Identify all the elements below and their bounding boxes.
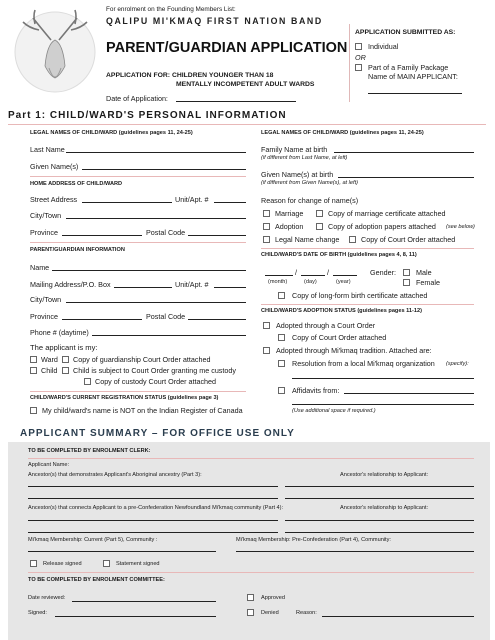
- postal2-label: Postal Code: [146, 312, 186, 321]
- divider: [261, 248, 474, 249]
- main-applicant-field[interactable]: [368, 93, 462, 94]
- not-on-register-label: My child/ward's name is NOT on the Indian Register of Canada: [42, 406, 243, 415]
- street-field[interactable]: [82, 202, 172, 203]
- marriage-checkbox[interactable]: [263, 210, 270, 217]
- see-below-note: (see below): [446, 224, 475, 230]
- clerk-heading: TO BE COMPLETED BY ENROLMENT CLERK:: [28, 448, 151, 454]
- mailing-label: Mailing Address/P.O. Box: [30, 280, 111, 289]
- ancestor-part4-field-2[interactable]: [28, 532, 278, 533]
- postal-label: Postal Code: [146, 228, 186, 237]
- release-checkbox[interactable]: [30, 560, 37, 567]
- application-for-label-2: MENTALLY INCOMPETENT ADULT WARDS: [176, 81, 315, 88]
- reason-change-label: Reason for change of name(s): [261, 196, 359, 205]
- divider: [261, 304, 474, 305]
- specify-note: (specify):: [446, 361, 469, 367]
- marriage-label: Marriage: [275, 209, 304, 218]
- copy-court2-checkbox[interactable]: [278, 334, 285, 341]
- female-label: Female: [416, 278, 440, 287]
- membership-current-field[interactable]: [28, 551, 216, 552]
- part1-heading: Part 1: CHILD/WARD'S PERSONAL INFORMATION: [8, 110, 287, 121]
- province-label: Province: [30, 228, 58, 237]
- dob-slash: /: [295, 268, 297, 277]
- reg-status-heading: CHILD/WARD'S CURRENT REGISTRATION STATUS (guidelines page 3): [30, 395, 219, 401]
- home-address-heading: HOME ADDRESS OF CHILD/WARD: [30, 181, 123, 187]
- relationship2-field-2[interactable]: [285, 532, 474, 533]
- child-subject-label: Child is subject to Court Order granting me custody: [73, 366, 236, 375]
- statement-label: Statement signed: [116, 561, 160, 567]
- copy-adoption-label: Copy of adoption papers attached: [328, 222, 436, 231]
- affidavits-field[interactable]: [344, 393, 474, 394]
- city-label: City/Town: [30, 211, 62, 220]
- dob-slash: /: [327, 268, 329, 277]
- ancestor-part3-field-1[interactable]: [28, 486, 278, 487]
- mailing-field[interactable]: [114, 287, 172, 288]
- if-different-last-note: (if different from Last Name, at left): [261, 155, 348, 161]
- province-field[interactable]: [62, 235, 142, 236]
- application-for-label: APPLICATION FOR: CHILDREN YOUNGER THAN 18: [106, 72, 274, 79]
- date-of-application-field[interactable]: [176, 101, 296, 102]
- copy-guardianship-label: Copy of guardianship Court Order attached: [73, 355, 211, 364]
- divider: [30, 176, 246, 177]
- submitted-as-title: APPLICATION SUBMITTED AS:: [355, 29, 456, 36]
- approved-checkbox[interactable]: [247, 594, 254, 601]
- ward-checkbox[interactable]: [30, 356, 37, 363]
- membership-pre-label: Mi'kmaq Membership: Pre-Confederation (Part 4), Community:: [236, 537, 391, 543]
- adoption-status-heading: CHILD/WARD'S ADOPTION STATUS (guidelines pages 11-12): [261, 308, 422, 314]
- ward-label: Ward: [41, 355, 58, 364]
- affidavits-field-2[interactable]: [292, 404, 474, 405]
- unit-field[interactable]: [214, 202, 246, 203]
- resolution-field[interactable]: [292, 378, 474, 379]
- caribou-logo: [5, 6, 105, 96]
- child-subject-checkbox[interactable]: [62, 367, 69, 374]
- family-at-birth-label: Family Name at birth: [261, 145, 328, 154]
- main-applicant-label: Name of MAIN APPLICANT:: [368, 72, 458, 81]
- membership-pre-field[interactable]: [236, 551, 474, 552]
- divider: [28, 458, 474, 459]
- copy-adoption-checkbox[interactable]: [316, 223, 323, 230]
- ancestor-part4-field-1[interactable]: [28, 520, 278, 521]
- ancestor-part3-field-2[interactable]: [28, 498, 278, 499]
- last-name-label: Last Name: [30, 145, 65, 154]
- family-package-label: Part of a Family Package: [368, 63, 449, 72]
- child-checkbox[interactable]: [30, 367, 37, 374]
- parent-name-field[interactable]: [52, 270, 246, 271]
- individual-checkbox[interactable]: [355, 43, 362, 50]
- band-name: QALIPU MI'KMAQ FIRST NATION BAND: [106, 16, 323, 26]
- copy-court-label: Copy of Court Order attached: [361, 235, 456, 244]
- date-of-application-label: Date of Application:: [106, 94, 168, 103]
- family-at-birth-field[interactable]: [334, 152, 474, 153]
- date-reviewed-label: Date reviewed:: [28, 595, 66, 601]
- signed-field[interactable]: [55, 616, 216, 617]
- applicant-name-label: Applicant Name:: [28, 462, 70, 468]
- resolution-label: Resolution from a local Mi'kmaq organization: [292, 359, 435, 368]
- city-field[interactable]: [66, 218, 246, 219]
- affidavits-label: Affidavits from:: [292, 386, 340, 395]
- adopted-mikmaq-label: Adopted through Mi'kmaq tradition. Attached are:: [276, 346, 432, 355]
- adopted-court-checkbox[interactable]: [263, 322, 270, 329]
- form-title: PARENT/GUARDIAN APPLICATION: [106, 40, 348, 56]
- unit-label: Unit/Apt. #: [175, 195, 209, 204]
- signed-label: Signed:: [28, 610, 47, 616]
- phone-field[interactable]: [92, 335, 246, 336]
- male-checkbox[interactable]: [403, 269, 410, 276]
- adopted-mikmaq-checkbox[interactable]: [263, 347, 270, 354]
- ancestor-part4-label: Ancestor(s) that connects Applicant to a pre-Confederation Newfoundland Mi'kmaq community (Part 4):: [28, 505, 284, 511]
- dob-heading: CHILD/WARD'S DATE OF BIRTH (guidelines pages 4, 8, 11): [261, 252, 417, 258]
- province2-label: Province: [30, 312, 58, 321]
- copy-court-checkbox[interactable]: [349, 236, 356, 243]
- part1-rule: [8, 124, 486, 125]
- or-label: OR: [355, 53, 366, 62]
- unit2-label: Unit/Apt. #: [175, 280, 209, 289]
- summary-heading: APPLICANT SUMMARY – FOR OFFICE USE ONLY: [20, 428, 295, 439]
- copy-birth-label: Copy of long-form birth certificate attached: [292, 291, 428, 300]
- individual-label: Individual: [368, 42, 399, 51]
- dob-day-field[interactable]: [301, 275, 325, 276]
- city2-label: City/Town: [30, 295, 62, 304]
- province2-field[interactable]: [62, 319, 142, 320]
- given-at-birth-field[interactable]: [338, 177, 474, 178]
- affidavits-checkbox[interactable]: [278, 387, 285, 394]
- dob-year-field[interactable]: [333, 275, 357, 276]
- ancestor-part3-label: Ancestor(s) that demonstrates Applicant's Aboriginal ancestry (Part 3):: [28, 472, 202, 478]
- copy-court2-label: Copy of Court Order attached: [292, 333, 387, 342]
- dob-month-field[interactable]: [265, 275, 293, 276]
- year-label: (year): [336, 279, 351, 285]
- postal-field[interactable]: [188, 235, 246, 236]
- resolution-checkbox[interactable]: [278, 360, 285, 367]
- adopted-court-label: Adopted through a Court Order: [276, 321, 376, 330]
- parent-info-heading: PARENT/GUARDIAN INFORMATION: [30, 247, 125, 253]
- legal-change-checkbox[interactable]: [263, 236, 270, 243]
- postal2-field[interactable]: [188, 319, 246, 320]
- given-at-birth-label: Given Name(s) at birth: [261, 170, 334, 179]
- copy-custody-label: Copy of custody Court Order attached: [95, 377, 217, 386]
- child-label: Child: [41, 366, 58, 375]
- legal-names-left-heading: LEGAL NAMES OF CHILD/WARD (guidelines pages 11, 24-25): [30, 130, 193, 136]
- relationship1-field-2[interactable]: [285, 498, 474, 499]
- reason-label: Reason:: [296, 610, 317, 616]
- release-label: Release signed: [43, 561, 82, 567]
- parent-name-label: Name: [30, 263, 50, 272]
- adoption-checkbox[interactable]: [263, 223, 270, 230]
- relationship1-field-1[interactable]: [285, 486, 474, 487]
- street-label: Street Address: [30, 195, 78, 204]
- copy-marriage-label: Copy of marriage certificate attached: [328, 209, 446, 218]
- not-on-register-checkbox[interactable]: [30, 407, 37, 414]
- day-label: (day): [304, 279, 317, 285]
- copy-marriage-checkbox[interactable]: [316, 210, 323, 217]
- copy-birth-checkbox[interactable]: [278, 292, 285, 299]
- committee-heading: TO BE COMPLETED BY ENROLMENT COMMITTEE:: [28, 577, 165, 583]
- relationship1-label: Ancestor's relationship to Applicant:: [340, 472, 429, 478]
- denied-label: Denied: [261, 610, 279, 616]
- enrolment-note: For enrolment on the Founding Members List:: [106, 6, 236, 13]
- adoption-label: Adoption: [275, 222, 304, 231]
- unit2-field[interactable]: [214, 287, 246, 288]
- male-label: Male: [416, 268, 432, 277]
- membership-current-label: Mi'kmaq Membership: Current (Part 5), Community :: [28, 537, 158, 543]
- denied-checkbox[interactable]: [247, 609, 254, 616]
- approved-label: Approved: [261, 595, 285, 601]
- statement-checkbox[interactable]: [103, 560, 110, 567]
- relationship2-label: Ancestor's relationship to Applicant:: [340, 505, 429, 511]
- given-names-field[interactable]: [82, 169, 246, 170]
- reason-field[interactable]: [322, 616, 474, 617]
- applicant-is-label: The applicant is my:: [30, 343, 98, 352]
- divider: [30, 242, 246, 243]
- female-checkbox[interactable]: [403, 279, 410, 286]
- divider: [30, 391, 246, 392]
- legal-change-label: Legal Name change: [275, 235, 340, 244]
- copy-custody-checkbox[interactable]: [84, 378, 91, 385]
- relationship2-field-1[interactable]: [285, 520, 474, 521]
- legal-names-right-heading: LEGAL NAMES OF CHILD/WARD (guidelines pages 11, 24-25): [261, 130, 424, 136]
- month-label: (month): [268, 279, 288, 285]
- given-names-label: Given Name(s): [30, 162, 79, 171]
- phone-label: Phone # (daytime): [30, 328, 89, 337]
- last-name-field[interactable]: [66, 152, 246, 153]
- date-reviewed-field[interactable]: [72, 601, 216, 602]
- family-package-checkbox[interactable]: [355, 64, 362, 71]
- additional-space-note: (Use additional space if required.): [292, 408, 376, 414]
- copy-guardianship-checkbox[interactable]: [62, 356, 69, 363]
- divider: [28, 572, 474, 573]
- city2-field[interactable]: [66, 302, 246, 303]
- gender-label: Gender:: [370, 268, 396, 277]
- if-different-given-note: (if different from Given Name(s), at left): [261, 180, 358, 186]
